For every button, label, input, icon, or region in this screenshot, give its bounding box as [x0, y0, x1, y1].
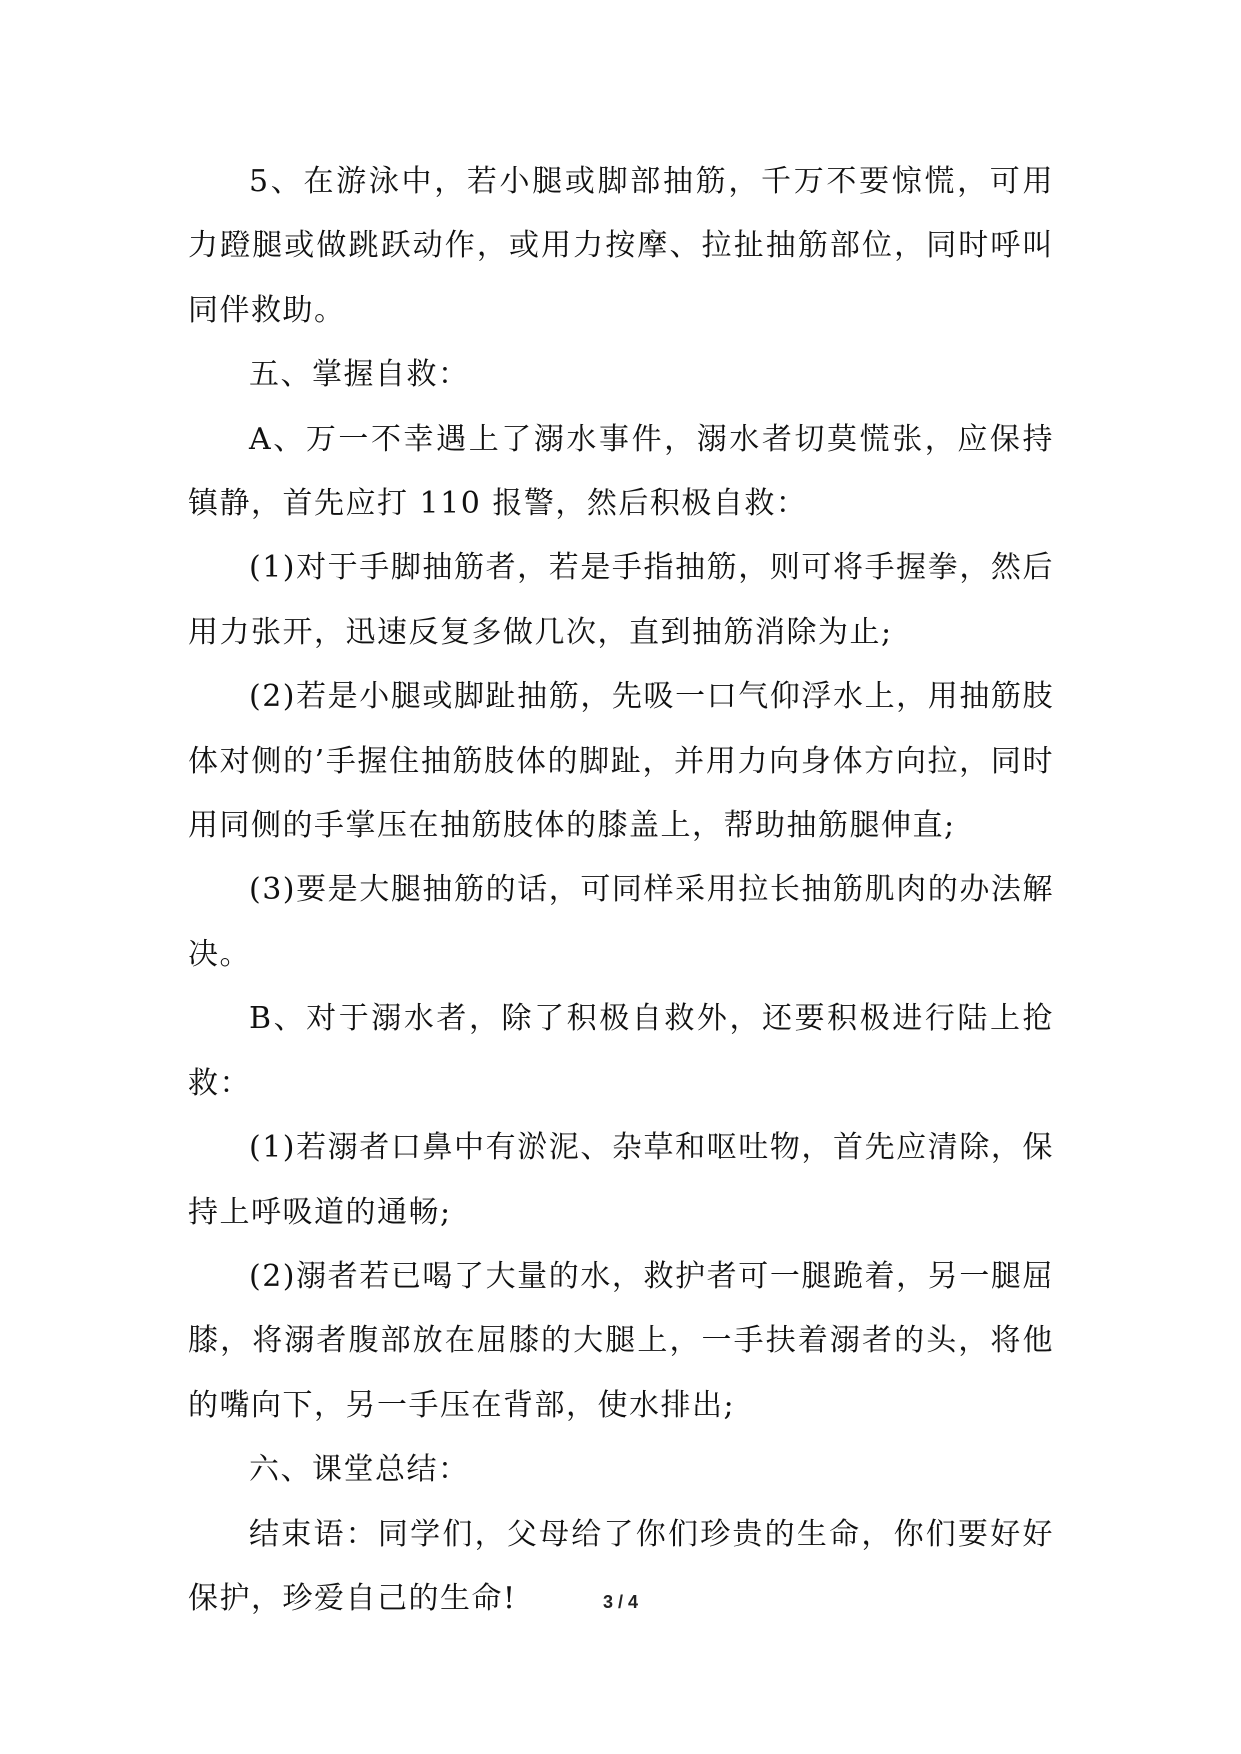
paragraph: A、万一不幸遇上了溺水事件，溺水者切莫慌张，应保持镇静，首先应打 110 报警，然后积极自救： [188, 421, 1054, 522]
paragraph: B、对于溺水者，除了积极自救外，还要积极进行陆上抢救： [188, 1001, 1054, 1101]
document-body [188, 150, 1054, 1631]
list-item: (2)溺者若已喝了大量的水，救护者可一腿跪着，另一腿屈膝，将溺者腹部放在屈膝的大腿上，一手扶着溺者的头，将他的嘴向下，另一手压在背部，使水排出; [188, 1258, 1054, 1423]
list-item: (1)若溺者口鼻中有淤泥、杂草和呕吐物，首先应清除，保持上呼吸道的通畅; [188, 1130, 1054, 1230]
section-heading: 五、掌握自救： [249, 357, 470, 393]
paragraph: 5、在游泳中，若小腿或脚部抽筋，千万不要惊慌，可用力蹬腿或做跳跃动作，或用力按摩、拉扯抽筋部位，同时呼叫同伴救助。 [188, 164, 1054, 328]
list-item: (1)对于手脚抽筋者，若是手指抽筋，则可将手握拳，然后用力张开，迅速反复多做几次，直到抽筋消除为止; [188, 550, 1054, 650]
paragraph: 结束语：同学们，父母给了你们珍贵的生命，你们要好好保护，珍爱自己的生命! [188, 1516, 1054, 1616]
list-item: (2)若是小腿或脚趾抽筋，先吸一口气仰浮水上，用抽筋肢体对侧的’手握住抽筋肢体的脚趾，并用力向身体方向拉，同时用同侧的手掌压在抽筋肢体的膝盖上，帮助抽筋腿伸直; [188, 679, 1054, 844]
page-number: 3 / 4 [602, 1592, 639, 1612]
section-heading: 六、课堂总结： [249, 1452, 470, 1488]
list-item: (3)要是大腿抽筋的话，可同样采用拉长抽筋肌肉的办法解决。 [188, 872, 1054, 972]
